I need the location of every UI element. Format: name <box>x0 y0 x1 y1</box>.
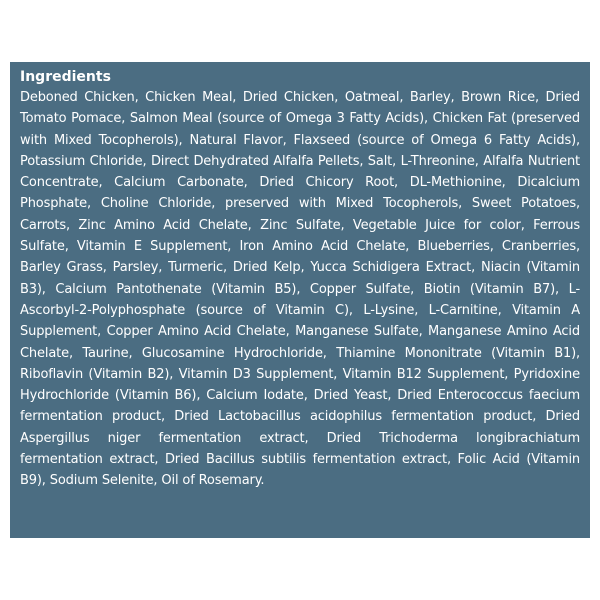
ingredients-list: Deboned Chicken, Chicken Meal, Dried Chicken, Oatmeal, Barley, Brown Rice, Dried Tomato Pomace, Salmon Meal (source of Omega 3 Fatty Acids), Chicken Fat (preserved with Mixed Tocopherols), Natural Flavor, Flaxseed (source of Omega 6 Fatty Acids), Potassium Chloride, Direct Dehydrated Alfalfa Pellets, Salt, L-Threonine, Alfalfa Nutrient Concentrate, Calcium Carbonate, Dried Chicory Root, DL-Methionine, Dicalcium Phosphate, Choline Chloride, preserved with Mixed Tocopherols, Sweet Potatoes, Carrots, Zinc Amino Acid Chelate, Zinc Sulfate, Vegetable Juice for color, Ferrous Sulfate, Vitamin E Supplement, Iron Amino Acid Chelate, Blueberries, Cranberries, Barley Grass, Parsley, Turmeric, Dried Kelp, Yucca Schidigera Extract, Niacin (Vitamin B3), Calcium Pantothenate (Vitamin B5), Copper Sulfate, Biotin (Vitamin B7), L-Ascorbyl-2-Polyphosphate (source of Vitamin C), L-Lysine, L-Carnitine, Vitamin A Supplement, Copper Amino Acid Chelate, Manganese Sulfate, Manganese Amino Acid Chelate, Taurine, Glucosamine Hydrochloride, Thiamine Mononitrate (Vitamin B1), Riboflavin (Vitamin B2), Vitamin D3 Supplement, Vitamin B12 Supplement, Pyridoxine Hydrochloride (Vitamin B6), Calcium Iodate, Dried Yeast, Dried Enterococcus faecium fermentation product, Dried Lactobacillus acidophilus fermentation product, Dried Aspergillus niger fermentation extract, Dried Trichoderma longibrachiatum fermentation extract, Dried Bacillus subtilis fermentation extract, Folic Acid (Vitamin B9), Sodium Selenite, Oil of Rosemary. <box>20 90 580 489</box>
ingredients-heading: Ingredients <box>20 69 111 85</box>
ingredients-panel <box>10 62 590 538</box>
